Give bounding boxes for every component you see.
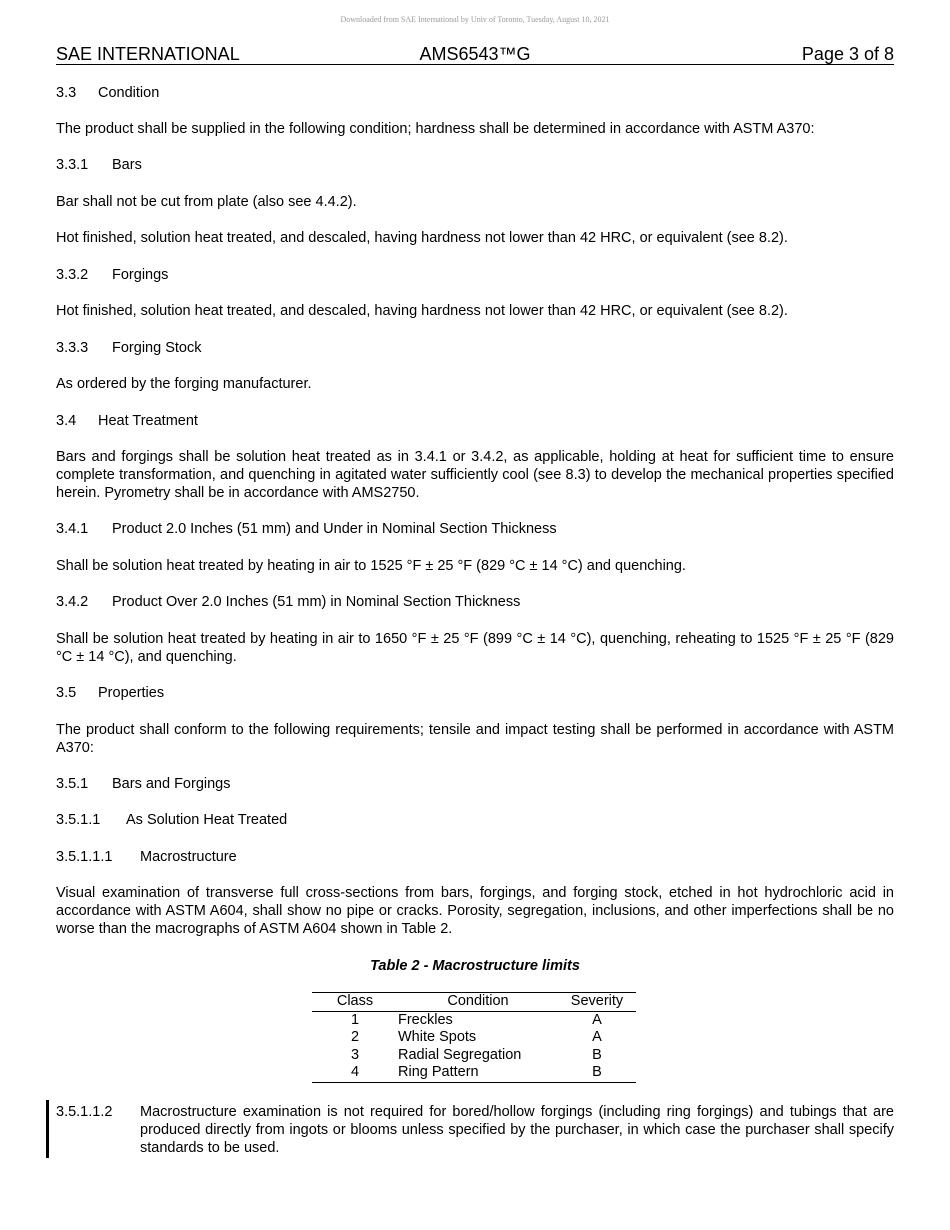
paragraph: Shall be solution heat treated by heating in air to 1525 °F ± 25 °F (829 °C ± 14 °C) and quenching.: [56, 558, 686, 574]
paragraph: The product shall be supplied in the following condition; hardness shall be determined in accordance with ASTM A370:: [56, 121, 815, 137]
table-row: [312, 1011, 636, 1029]
table-cell: B: [592, 1064, 602, 1080]
section-heading: 3.3.2 Forgings: [56, 267, 169, 283]
table-cell: White Spots: [398, 1029, 477, 1045]
paragraph: Hot finished, solution heat treated, and descaled, having hardness not lower than 42 HRC, or equivalent (see 8.2).: [56, 230, 788, 246]
section-heading: 3.3.3 Forging Stock: [56, 340, 202, 356]
section-heading: 3.3.1 Bars: [56, 157, 142, 173]
paragraph: As ordered by the forging manufacturer.: [56, 376, 312, 392]
table-cell: A: [592, 1029, 602, 1045]
paragraph: Shall be solution heat treated by heating in air to 1650 °F ± 25 °F (899 °C ± 14 °C), quenching, reheating to 1525 °F ± 25 °F (829 °C ± 14 °C), and quenching.: [56, 631, 894, 665]
table-cell: 4: [350, 1064, 360, 1080]
section-heading: 3.4 Heat Treatment: [56, 413, 198, 429]
page-header: [56, 44, 894, 65]
section-heading: 3.5.1 Bars and Forgings: [56, 776, 231, 792]
paragraph: Bars and forgings shall be solution heat treated as in 3.4.1 or 3.4.2, as applicable, holding at heat for sufficient time to ensure complete transformation, and quenching in agitated water sufficiently cool (see 8.3) to develop the mechanical properties specified herein. Pyrometry shall be in accordance with AMS2750.: [56, 449, 894, 501]
section-heading: 3.5.1.1.1 Macrostructure: [56, 849, 237, 865]
paragraph: Macrostructure examination is not required for bored/hollow forgings (including ring forgings) and tubings that are produced directly from ingots or blooms unless specified by the purchaser, in which case the purchaser shall specify standards to be used.: [140, 1104, 894, 1156]
org-name: SAE INTERNATIONAL: [56, 44, 240, 64]
section-heading: 3.4.2 Product Over 2.0 Inches (51 mm) in Nominal Section Thickness: [56, 594, 521, 610]
section-heading: 3.3 Condition: [56, 85, 160, 101]
table-row: [312, 1029, 636, 1047]
download-watermark: Downloaded from SAE International by Univ of Toronto, Tuesday, August 10, 2021: [340, 15, 610, 24]
column-header: Class: [312, 993, 398, 1012]
table-cell: 2: [350, 1029, 360, 1045]
paragraph: The product shall conform to the following requirements; tensile and impact testing shall be performed in accordance with ASTM A370:: [56, 722, 894, 756]
table-cell: Radial Segregation: [398, 1046, 522, 1063]
table-row: [312, 1047, 636, 1065]
table-row: [312, 1064, 636, 1082]
paragraph: Hot finished, solution heat treated, and descaled, having hardness not lower than 42 HRC, or equivalent (see 8.2).: [56, 303, 788, 319]
column-header: Severity: [558, 993, 636, 1012]
page-number: Page 3 of 8: [801, 44, 894, 64]
paragraph: Bar shall not be cut from plate (also see 4.4.2).: [56, 194, 357, 210]
table-cell: Ring Pattern: [398, 1064, 479, 1080]
macrostructure-table: [312, 992, 636, 1083]
change-bar: [46, 1100, 49, 1158]
section-heading: 3.5 Properties: [56, 685, 165, 701]
section-number: 3.5.1.1.2: [56, 1104, 113, 1120]
section-heading: 3.5.1.1 As Solution Heat Treated: [56, 812, 288, 828]
table-cell: A: [592, 1011, 602, 1028]
column-header: Condition: [398, 993, 558, 1012]
hanging-paragraph: [56, 1103, 894, 1163]
paragraph: Visual examination of transverse full cross-sections from bars, forgings, and forging stock, etched in hot hydrochloric acid in accordance with ASTM A604, shall show no pipe or cracks. Porosity, segregation, inclusions, and other imperfections shall be no worse than the macrographs of ASTM A604 shown in Table 2.: [56, 885, 894, 937]
doc-id: AMS6543™G: [419, 44, 531, 64]
table-caption: Table 2 - Macrostructure limits: [370, 958, 580, 974]
table-cell: 1: [350, 1011, 360, 1028]
table-cell: 3: [350, 1046, 360, 1063]
table-header-row: [312, 993, 636, 1012]
section-heading: 3.4.1 Product 2.0 Inches (51 mm) and Under in Nominal Section Thickness: [56, 521, 557, 537]
table-cell: Freckles: [398, 1011, 453, 1028]
table-cell: B: [592, 1046, 602, 1063]
